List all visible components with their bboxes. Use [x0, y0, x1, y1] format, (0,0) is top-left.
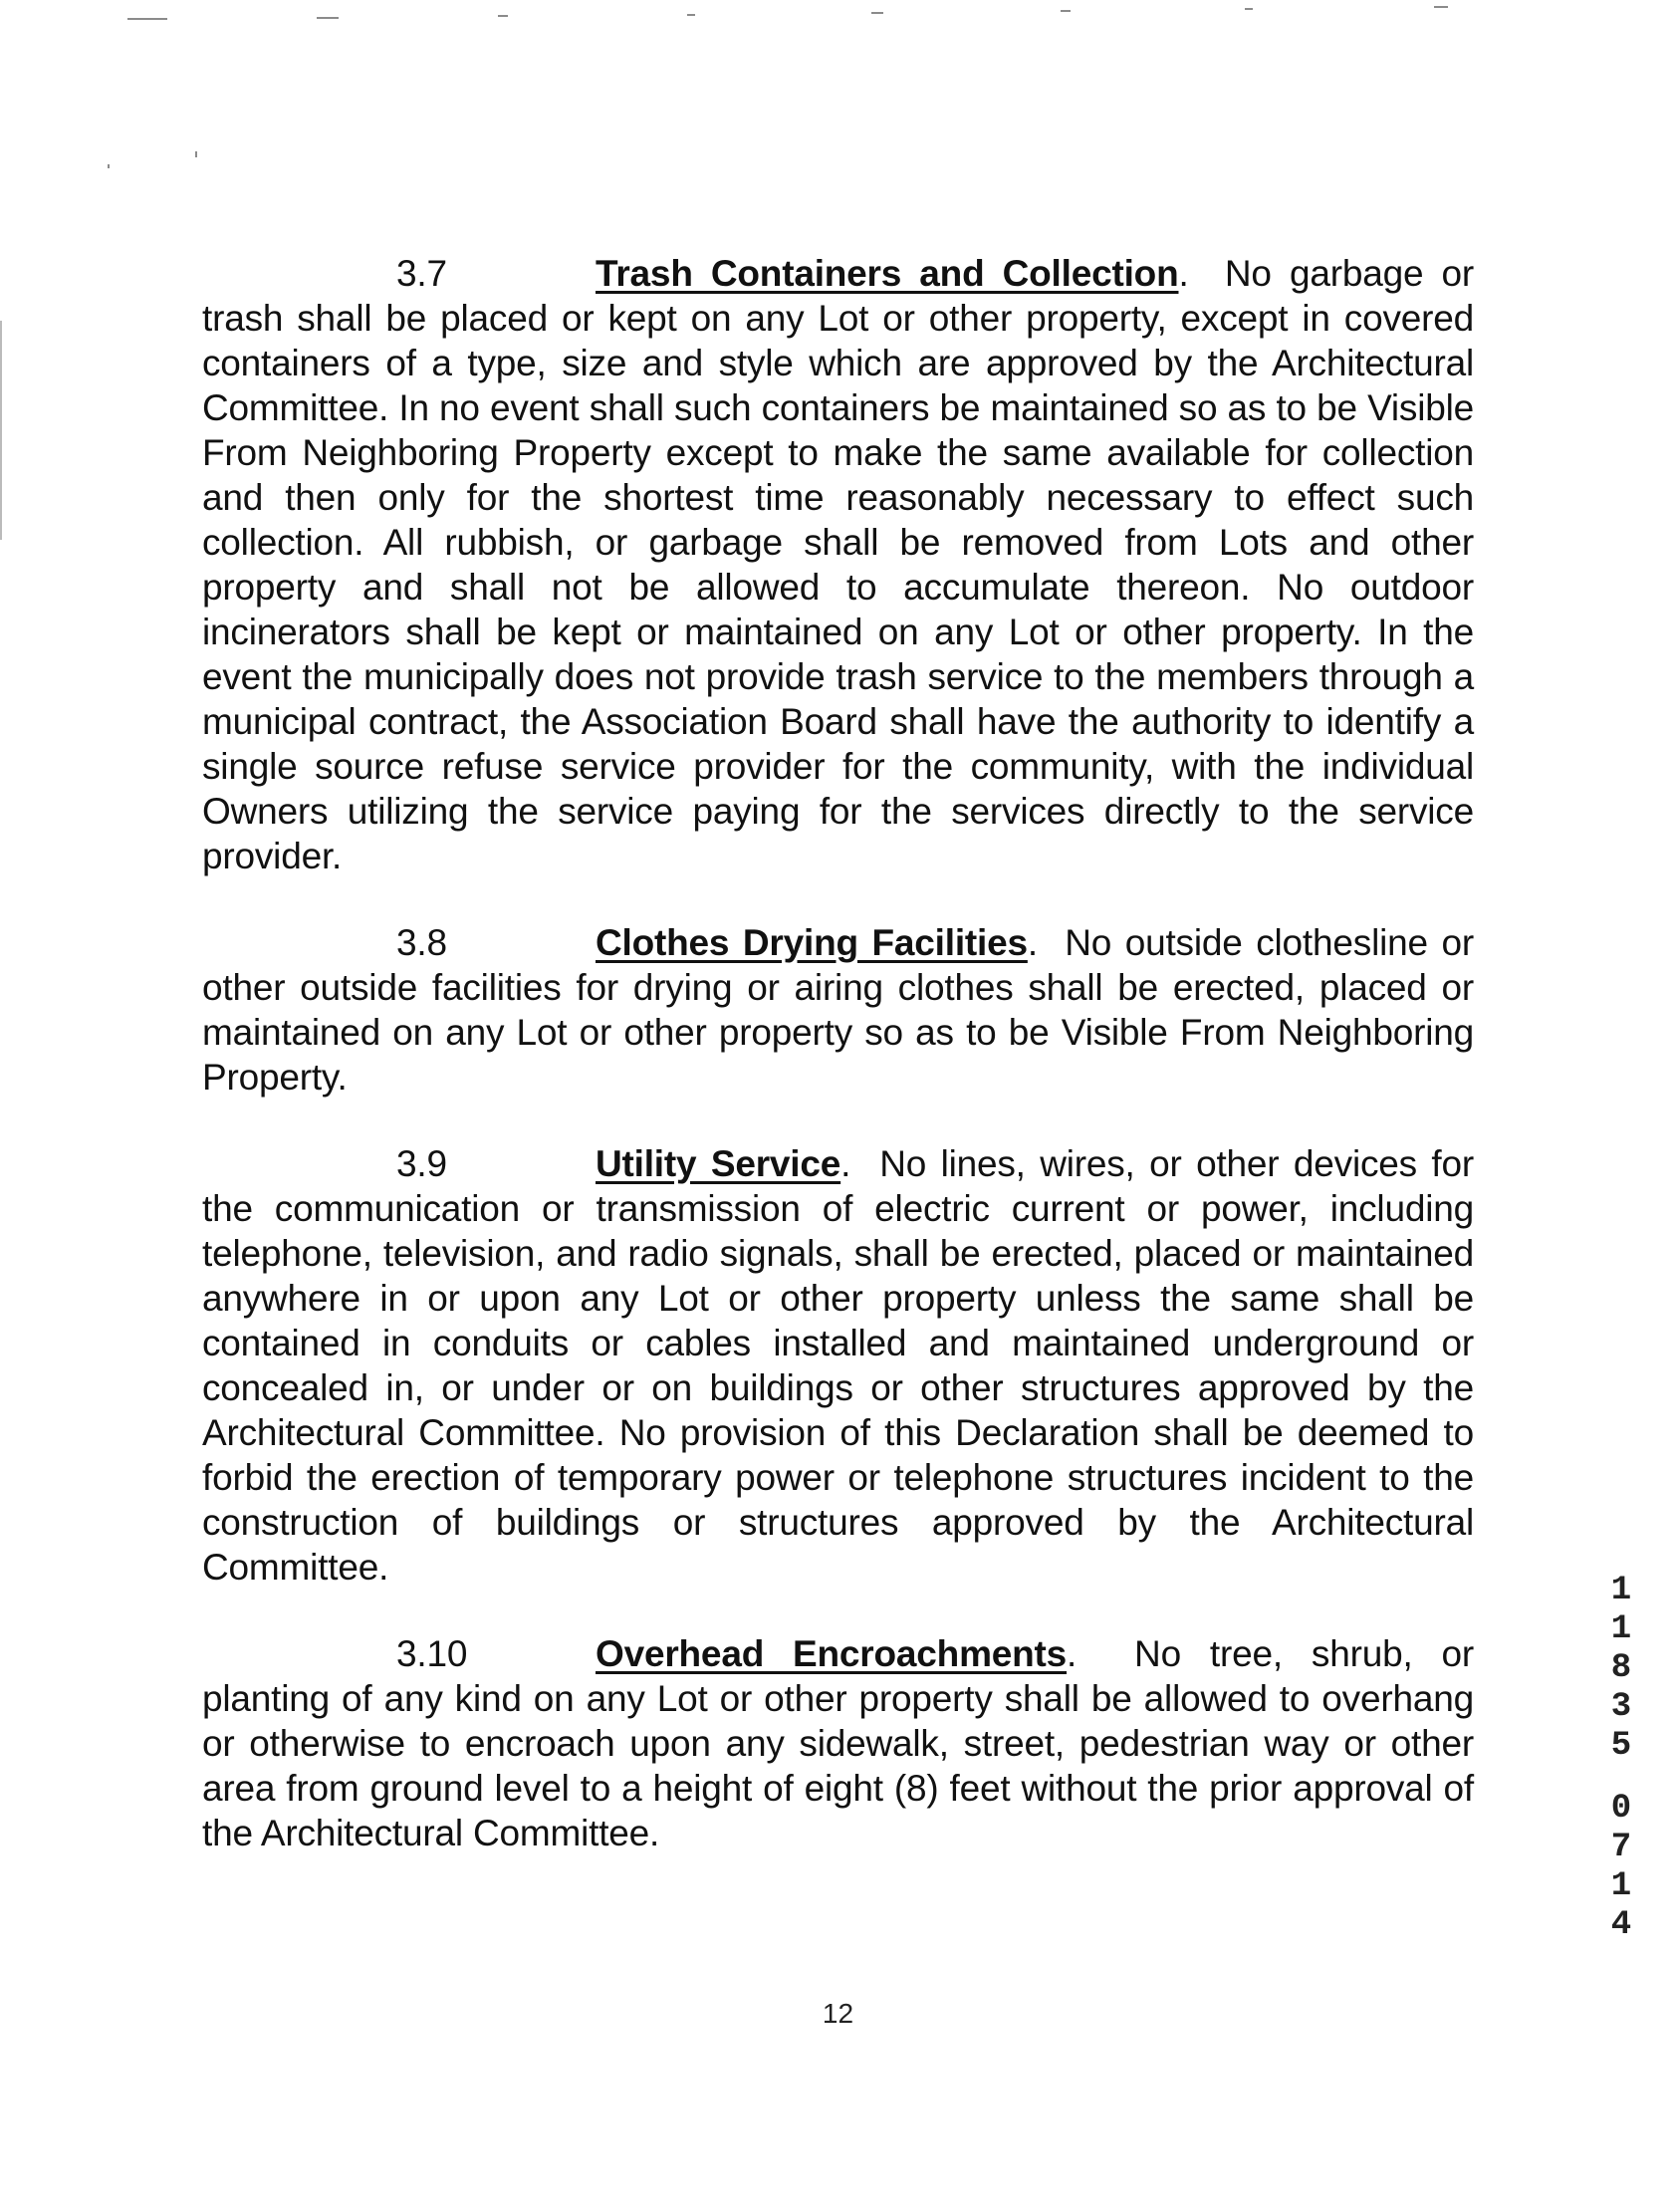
section-3-7: 3.7 Trash Containers and Collection. No garbage or trash shall be placed or kept on any Lot or other property, except in covered containers of a type, size and style which are approved by the Architectural Committee. In no event shall such containers be maintained so as to be Visible From Neighboring Property except to make the same available for collection and then only for the shortest time reasonably necessary to effect such collection. All rubbish, or garbage shall be removed from Lots and other property and shall not be allowed to accumulate thereon. No outdoor incinerators shall be kept or maintained on any Lot or other property. In the event the municipally does not provide trash service to the members through a municipal contract, the Association Board shall have the authority to identify a single source refuse service provider for the community, with the individual Owners utilizing the service paying for the services directly to the service provider. [202, 253, 1474, 876]
section-number: 3.7 [396, 253, 447, 294]
section-number: 3.10 [396, 1633, 468, 1674]
document-body [202, 251, 1474, 1897]
section-title: Clothes Drying Facilities [596, 922, 1028, 963]
section-body: No outside clothesline or other outside facilities for drying or airing clothes shall be erected, placed or maintained on any Lot or other property so as to be Visible From Neighboring Property. [202, 922, 1474, 1098]
stamp-digit: 1 [1610, 1610, 1632, 1648]
section-number: 3.8 [396, 922, 447, 963]
section-body: No lines, wires, or other devices for the communication or transmission of electric current or power, including telephone, television, and radio signals, shall be erected, placed or maintained anywhere in or upon any Lot or other property unless the same shall be contained in conduits or cables installed and maintained underground or concealed in, or under or on buildings or other structures approved by the Architectural Committee. No provision of this Declaration shall be deemed to forbid the erection of temporary power or telephone structures incident to the construction of buildings or structures approved by the Architectural Committee. [202, 1143, 1475, 1588]
page-number: 12 [822, 1998, 854, 2029]
scan-artifact [0, 321, 2, 540]
scan-artifact [871, 12, 883, 14]
recording-stamp [1605, 1572, 1637, 1945]
section-3-10: 3.10 Overhead Encroachments. No tree, shrub, or planting of any kind on any Lot or other property shall be allowed to overhang or otherwise to encroach upon any sidewalk, street, pedestrian way or other area from ground level to a height of eight (8) feet without the prior approval of the Architectural Committee. [202, 1633, 1474, 1853]
stamp-digit: 3 [1610, 1688, 1632, 1726]
stamp-digit: 8 [1610, 1649, 1632, 1687]
stamp-digit: 1 [1610, 1867, 1632, 1905]
scan-artifact [687, 14, 695, 16]
stamp-digit: 0 [1610, 1790, 1632, 1828]
scan-artifact [127, 18, 167, 20]
scan-artifact [108, 164, 110, 168]
scan-artifact [1245, 8, 1253, 10]
section-title: Utility Service [596, 1143, 841, 1184]
scan-artifact [498, 15, 508, 17]
section-title: Trash Containers and Collection [596, 253, 1179, 294]
section-title: Overhead Encroachments [596, 1633, 1068, 1674]
section-number: 3.9 [396, 1143, 447, 1184]
stamp-digit: 1 [1610, 1572, 1632, 1609]
stamp-digit: 4 [1610, 1906, 1632, 1944]
stamp-digit: 7 [1610, 1829, 1632, 1866]
scan-artifact [1434, 6, 1448, 8]
section-3-9: 3.9 Utility Service. No lines, wires, or other devices for the communication or transmission of electric current or power, including telephone, television, and radio signals, shall be erected, placed or maintained anywhere in or upon any Lot or other property unless the same shall be contained in conduits or cables installed and maintained underground or concealed in, or under or on buildings or other structures approved by the Architectural Committee. No provision of this Declaration shall be deemed to forbid the erection of temporary power or telephone structures incident to the construction of buildings or structures approved by the Architectural Committee. [202, 1143, 1475, 1588]
stamp-digit: 5 [1610, 1727, 1632, 1765]
section-body: No garbage or trash shall be placed or kept on any Lot or other property, except in covered containers of a type, size and style which are approved by the Architectural Committee. In no event shall such containers be maintained so as to be Visible From Neighboring Property except to make the same available for collection and then only for the shortest time reasonably necessary to effect such collection. All rubbish, or garbage shall be removed from Lots and other property and shall not be allowed to accumulate thereon. No outdoor incinerators shall be kept or maintained on any Lot or other property. In the event the municipally does not provide trash service to the members through a municipal contract, the Association Board shall have the authority to identify a single source refuse service provider for the community, with the individual Owners utilizing the service paying for the services directly to the service provider. [202, 253, 1474, 876]
section-body: No tree, shrub, or planting of any kind on any Lot or other property shall be allowed to overhang or otherwise to encroach upon any sidewalk, street, pedestrian way or other area from ground level to a height of eight (8) feet without the prior approval of the Architectural Committee. [202, 1633, 1474, 1853]
section-3-8: 3.8 Clothes Drying Facilities. No outside clothesline or other outside facilities for drying or airing clothes shall be erected, placed or maintained on any Lot or other property so as to be Visible From Neighboring Property. [202, 922, 1474, 1098]
scan-artifact [195, 151, 197, 157]
scan-artifact [317, 17, 339, 19]
scan-artifact [1061, 10, 1071, 12]
stamp-gap [1605, 1766, 1637, 1790]
